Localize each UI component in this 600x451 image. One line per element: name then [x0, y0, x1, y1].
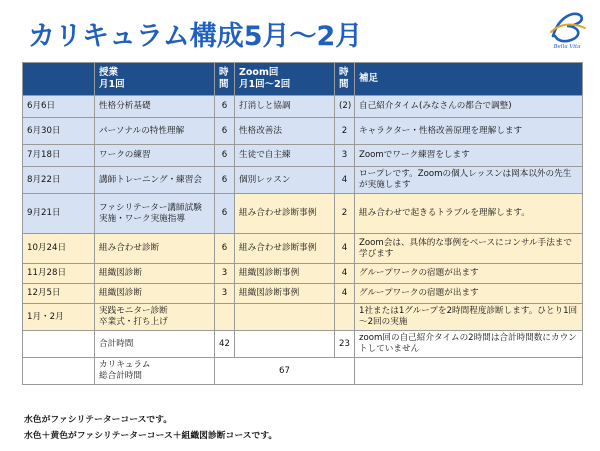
row-zoom: 打消しと協調: [235, 96, 335, 118]
total-note: zoom回の自己紹介タイムの2時間は合計時間数にカウントしていません: [355, 331, 583, 358]
header-lesson-line2: 月1回: [99, 79, 125, 90]
row-note: 1社または1グループを2時間程度診断します。ひとり1回～2回の実施: [355, 304, 583, 331]
b-swoosh-logo-icon: [545, 6, 589, 50]
row-date: 6月30日: [23, 118, 95, 145]
grand-total-row: [23, 358, 583, 385]
row-hours: 6: [215, 145, 235, 167]
row-date: 7月18日: [23, 145, 95, 167]
header-zoom-hours-line2: 間: [339, 79, 349, 90]
row-hours: 6: [215, 118, 235, 145]
row-date: 6月6日: [23, 96, 95, 118]
row-hours: [215, 304, 235, 331]
row-note: グループワークの宿題が出ます: [355, 264, 583, 284]
table-row: [23, 194, 583, 234]
page-title: カリキュラム構成5月～2月: [28, 21, 363, 52]
header-zoom: [235, 63, 335, 96]
table-row: [23, 145, 583, 167]
header-hours-line2: 間: [219, 79, 229, 90]
row-note: Zoom会は、具体的な事例をベースにコンサル手法まで学びます: [355, 234, 583, 264]
total-row: [23, 331, 583, 358]
row-zoom-hours: [335, 304, 355, 331]
table-row: [23, 284, 583, 304]
header-hours: [215, 63, 235, 96]
row-zoom-hours: 3: [335, 145, 355, 167]
table-row: [23, 118, 583, 145]
table-row: [23, 167, 583, 194]
total-zoom-hours: 23: [335, 331, 355, 358]
header-zoom-hours: [335, 63, 355, 96]
table-row: [23, 304, 583, 331]
row-hours: 6: [215, 96, 235, 118]
footnote-line1: 水色がファシリテーターコースです。: [24, 415, 173, 425]
row-zoom-hours: 4: [335, 284, 355, 304]
row-lesson: ワークの練習: [95, 145, 215, 167]
table-header-row: [23, 63, 583, 96]
header-zoom-hours-line1: 時: [339, 67, 349, 79]
row-zoom: [235, 304, 335, 331]
header-zoom-line2: 月1回～2回: [239, 79, 291, 90]
row-lesson: ファシリテーター講師試験実施・ワーク実施指導: [95, 194, 215, 234]
total-zoom-empty: [235, 331, 335, 358]
row-zoom: 組織図診断事例: [235, 284, 335, 304]
footnote-line2: 水色＋黄色がファシリテーターコース＋組織図診断コースです。: [24, 431, 278, 441]
logo-caption: Bella Vita: [553, 44, 581, 50]
row-lesson: 組織図診断: [95, 264, 215, 284]
row-zoom: 組織図診断事例: [235, 264, 335, 284]
row-lesson: パーソナルの特性理解: [95, 118, 215, 145]
curriculum-table: [22, 62, 583, 385]
total-hours: 42: [215, 331, 235, 358]
row-hours: 6: [215, 234, 235, 264]
table-row: [23, 234, 583, 264]
row-zoom: 組み合わせ診断事例: [235, 194, 335, 234]
row-date: 11月28日: [23, 264, 95, 284]
row-zoom-hours: 2: [335, 194, 355, 234]
header-note: 補足: [355, 63, 583, 96]
row-lesson: 講師トレーニング・練習会: [95, 167, 215, 194]
header-lesson: [95, 63, 215, 96]
row-lesson: 組み合わせ診断: [95, 234, 215, 264]
row-zoom-hours: 4: [335, 234, 355, 264]
row-note: グループワークの宿題が出ます: [355, 284, 583, 304]
row-date: 8月22日: [23, 167, 95, 194]
header-date: [23, 63, 95, 96]
row-hours: 6: [215, 167, 235, 194]
table-row: [23, 96, 583, 118]
row-date: 12月5日: [23, 284, 95, 304]
header-zoom-line1: Zoom回: [239, 67, 279, 79]
grand-total-label: カリキュラム 総合計時間: [95, 358, 215, 385]
row-lesson: 組織図診断: [95, 284, 215, 304]
row-zoom-hours: 2: [335, 118, 355, 145]
row-hours: 3: [215, 284, 235, 304]
grand-total-note-empty: [355, 358, 583, 385]
row-zoom: 組み合わせ診断事例: [235, 234, 335, 264]
table-row: [23, 264, 583, 284]
row-zoom: 生徒で自主練: [235, 145, 335, 167]
row-date: 10月24日: [23, 234, 95, 264]
row-zoom: 個別レッスン: [235, 167, 335, 194]
row-note: 組み合わせで起きるトラブルを理解します。: [355, 194, 583, 234]
row-lesson: 性格分析基礎: [95, 96, 215, 118]
row-date: 9月21日: [23, 194, 95, 234]
total-label: 合計時間: [95, 331, 215, 358]
row-zoom: 性格改善法: [235, 118, 335, 145]
row-note: 自己紹介タイム(みなさんの都合で調整): [355, 96, 583, 118]
header-lesson-line1: 授業: [99, 67, 119, 79]
header-hours-line1: 時: [219, 67, 229, 79]
row-zoom-hours: 4: [335, 264, 355, 284]
row-hours: 6: [215, 194, 235, 234]
row-note: キャラクター・性格改善原理を理解します: [355, 118, 583, 145]
grand-total-value: 67: [215, 358, 355, 385]
row-note: ロープレです。Zoomの個人レッスンは岡本以外の先生が実施します: [355, 167, 583, 194]
grand-total-date-empty: [23, 358, 95, 385]
row-zoom-hours: (2): [335, 96, 355, 118]
row-hours: 3: [215, 264, 235, 284]
row-lesson: 実践モニター診断 卒業式・打ち上げ: [95, 304, 215, 331]
total-date-empty: [23, 331, 95, 358]
row-note: Zoomでワーク練習をします: [355, 145, 583, 167]
row-date: 1月・2月: [23, 304, 95, 331]
row-zoom-hours: 4: [335, 167, 355, 194]
